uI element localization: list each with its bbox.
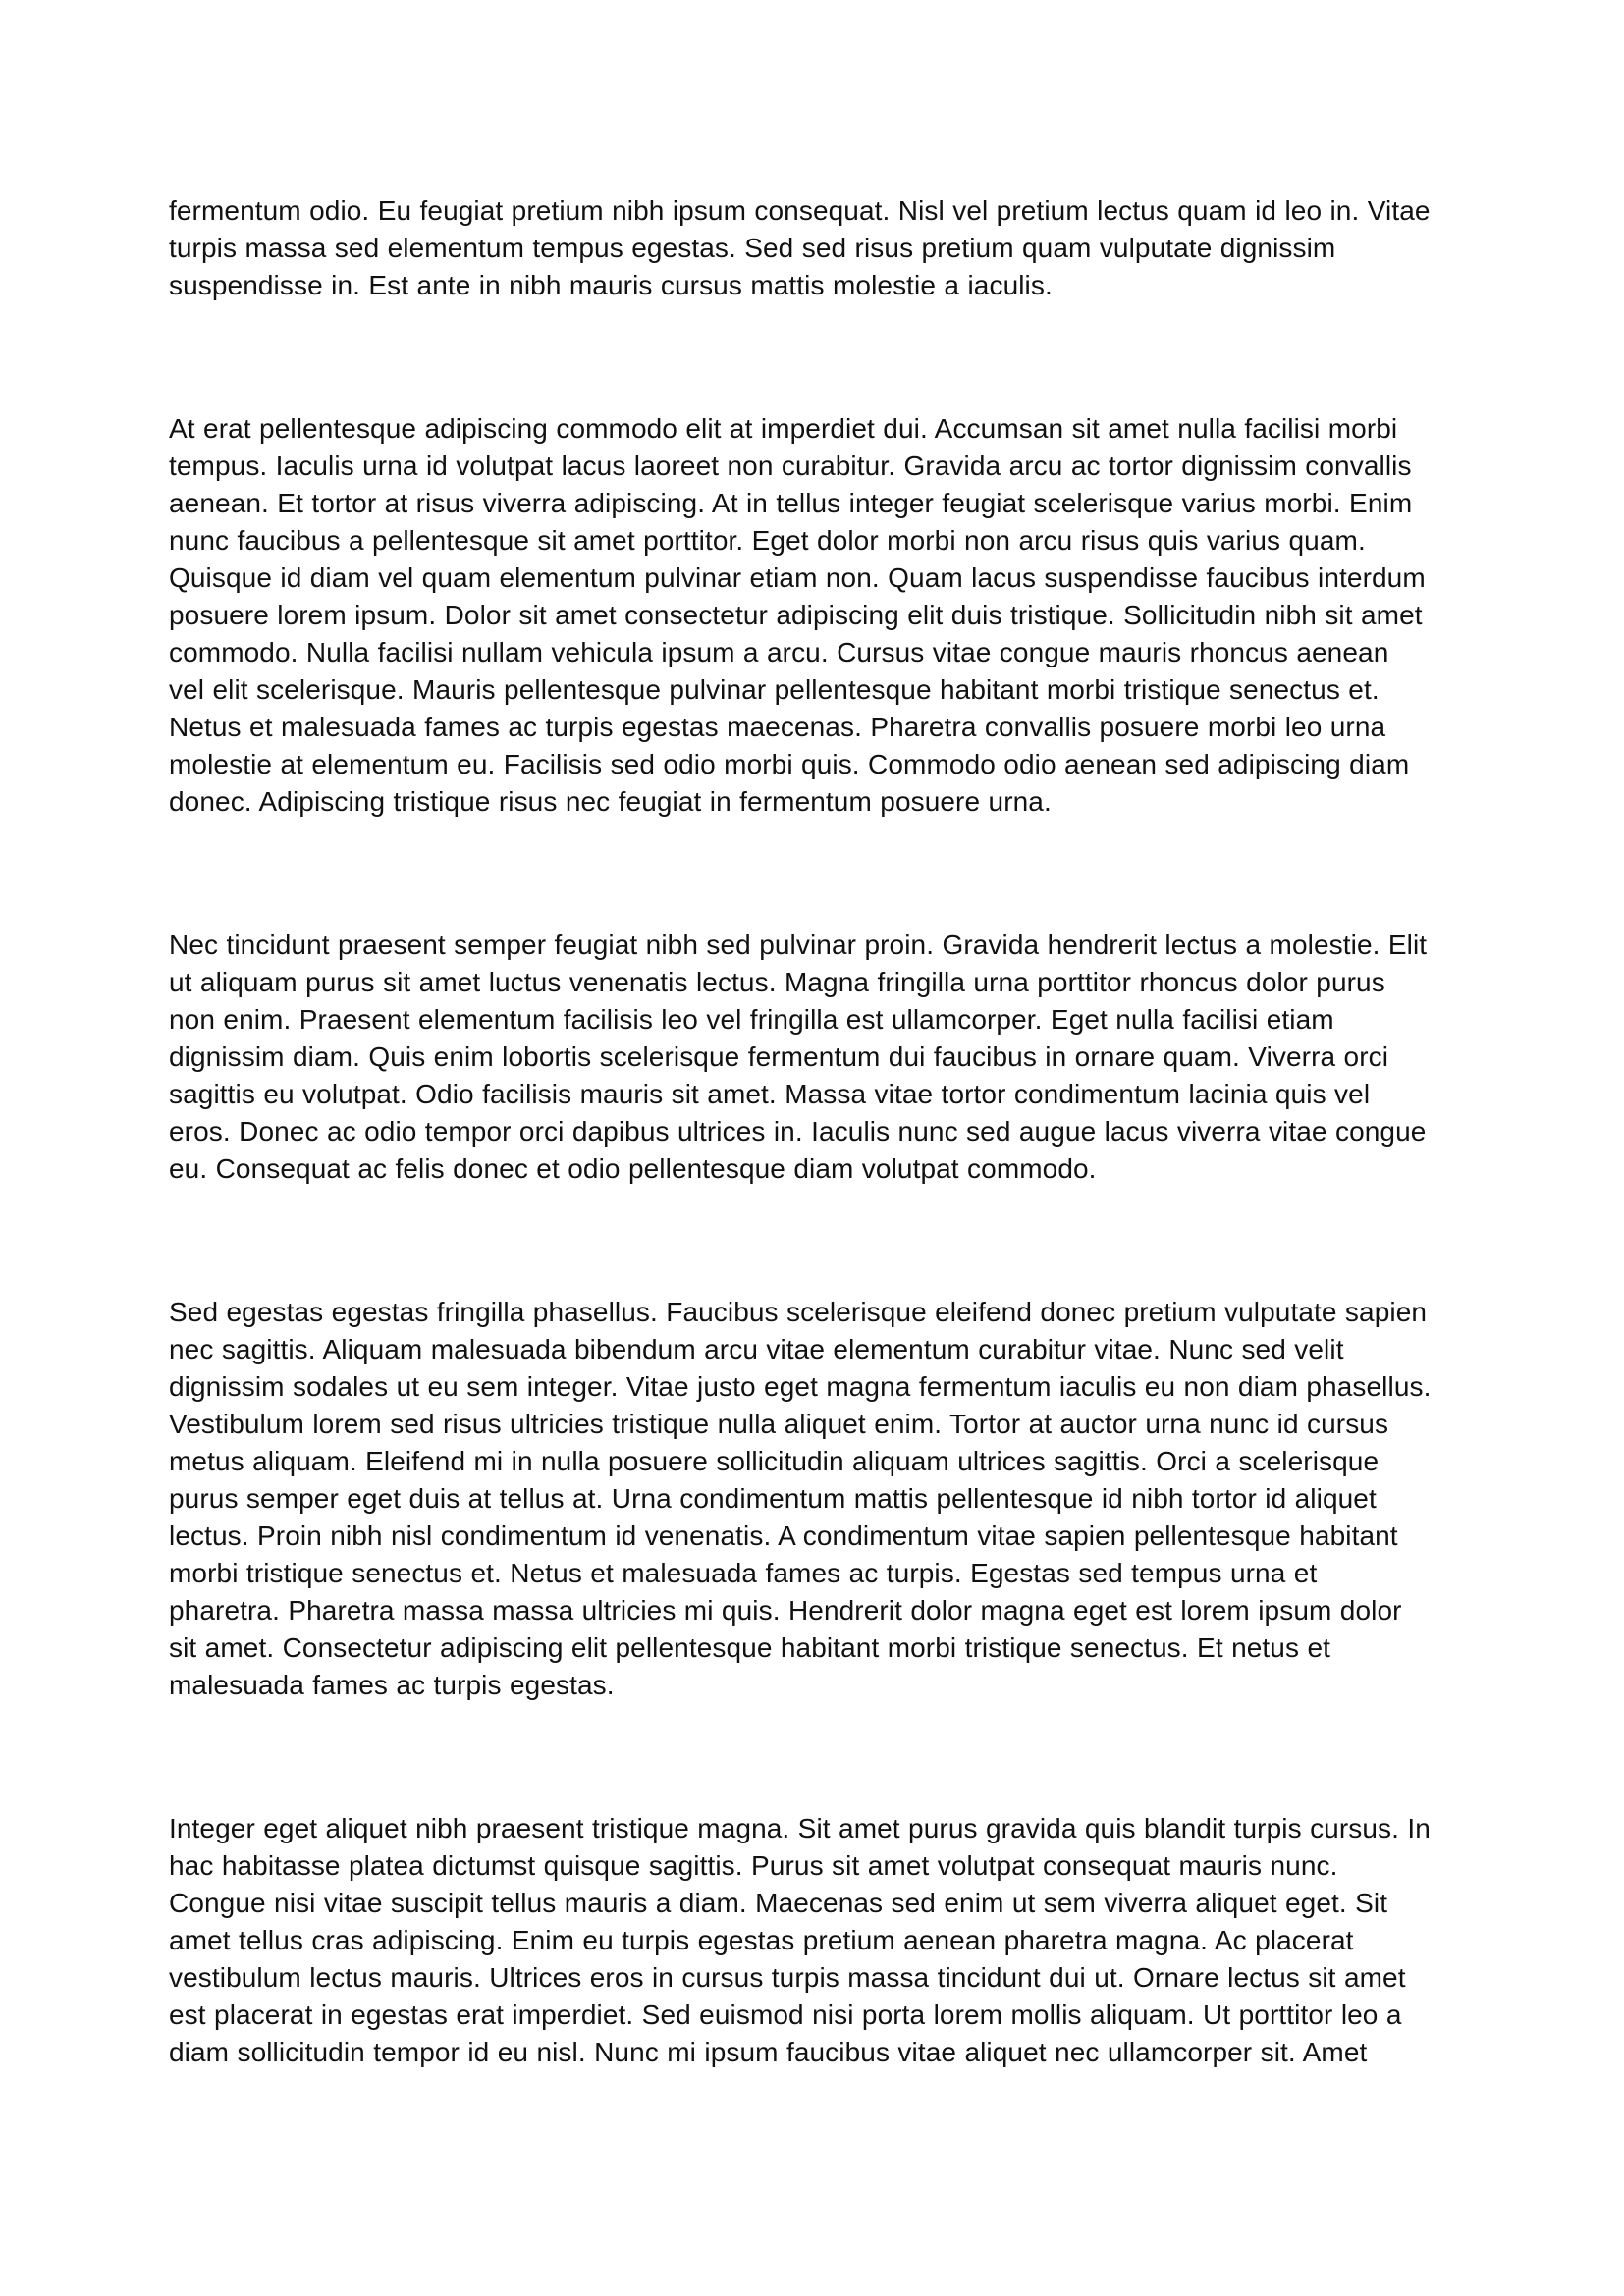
paragraph-2: At erat pellentesque adipiscing commodo elit at imperdiet dui. Accumsan sit amet nulla facilisi morbi tempus. Iaculis urna id volutpat lacus laoreet non curabitur. Gravida arcu ac tortor dignissim convallis aenean. Et tortor at risus viverra adipiscing. At in tellus integer feugiat scelerisque varius morbi. Enim nunc faucibus a pellentesque sit amet porttitor. Eget dolor morbi non arcu risus quis varius quam. Quisque id diam vel quam elementum pulvinar etiam non. Quam lacus suspendisse faucibus interdum posuere lorem ipsum. Dolor sit amet consectetur adipiscing elit duis tristique. Sollicitudin nibh sit amet commodo. Nulla facilisi nullam vehicula ipsum a arcu. Cursus vitae congue mauris rhoncus aenean vel elit scelerisque. Mauris pellentesque pulvinar pellentesque habitant morbi tristique senectus et. Netus et malesuada fames ac turpis egestas maecenas. Pharetra convallis posuere morbi leo urna molestie at elementum eu. Facilisis sed odio morbi quis. Commodo odio aenean sed adipiscing diam donec. Adipiscing tristique risus nec feugiat in fermentum posuere urna. <box>169 413 1426 817</box>
document-text-block <box>169 192 1432 2177</box>
paragraph-4: Sed egestas egestas fringilla phasellus. Faucibus scelerisque eleifend donec pretium vulputate sapien nec sagittis. Aliquam malesuada bibendum arcu vitae elementum curabitur vitae. Nunc sed velit dignissim sodales ut eu sem integer. Vitae justo eget magna fermentum iaculis eu non diam phasellus. Vestibulum lorem sed risus ultricies tristique nulla aliquet enim. Tortor at auctor urna nunc id cursus metus aliquam. Eleifend mi in nulla posuere sollicitudin aliquam ultrices sagittis. Orci a scelerisque purus semper eget duis at tellus at. Urna condimentum mattis pellentesque id nibh tortor id aliquet lectus. Proin nibh nisl condimentum id venenatis. A condimentum vitae sapien pellentesque habitant morbi tristique senectus et. Netus et malesuada fames ac turpis. Egestas sed tempus urna et pharetra. Pharetra massa massa ultricies mi quis. Hendrerit dolor magna eget est lorem ipsum dolor sit amet. Consectetur adipiscing elit pellentesque habitant morbi tristique senectus. Et netus et malesuada fames ac turpis egestas. <box>169 1297 1432 1700</box>
paragraph-1: fermentum odio. Eu feugiat pretium nibh ipsum consequat. Nisl vel pretium lectus quam id leo in. Vitae turpis massa sed elementum tempus egestas. Sed sed risus pretium quam vulputate dignissim suspendisse in. Est ante in nibh mauris cursus mattis molestie a iaculis. <box>169 195 1431 300</box>
paragraph-5: Integer eget aliquet nibh praesent tristique magna. Sit amet purus gravida quis blandit turpis cursus. In hac habitasse platea dictumst quisque sagittis. Purus sit amet volutpat consequat mauris nunc. Congue nisi vitae suscipit tellus mauris a diam. Maecenas sed enim ut sem viverra aliquet eget. Sit amet tellus cras adipiscing. Enim eu turpis egestas pretium aenean pharetra magna. Ac placerat vestibulum lectus mauris. Ultrices eros in cursus turpis massa tincidunt dui ut. Ornare lectus sit amet est placerat in egestas erat imperdiet. Sed euismod nisi porta lorem mollis aliquam. Ut porttitor leo a diam sollicitudin tempor id eu nisl. Nunc mi ipsum faucibus vitae aliquet nec ullamcorper sit. Amet <box>169 1813 1431 2067</box>
paragraph-3: Nec tincidunt praesent semper feugiat nibh sed pulvinar proin. Gravida hendrerit lectus a molestie. Elit ut aliquam purus sit amet luctus venenatis lectus. Magna fringilla urna porttitor rhoncus dolor purus non enim. Praesent elementum facilisis leo vel fringilla est ullamcorper. Eget nulla facilisi etiam dignissim diam. Quis enim lobortis scelerisque fermentum dui faucibus in ornare quam. Viverra orci sagittis eu volutpat. Odio facilisis mauris sit amet. Massa vitae tortor condimentum lacinia quis vel eros. Donec ac odio tempor orci dapibus ultrices in. Iaculis nunc sed augue lacus viverra vitae congue eu. Consequat ac felis donec et odio pellentesque diam volutpat commodo. <box>169 930 1428 1184</box>
